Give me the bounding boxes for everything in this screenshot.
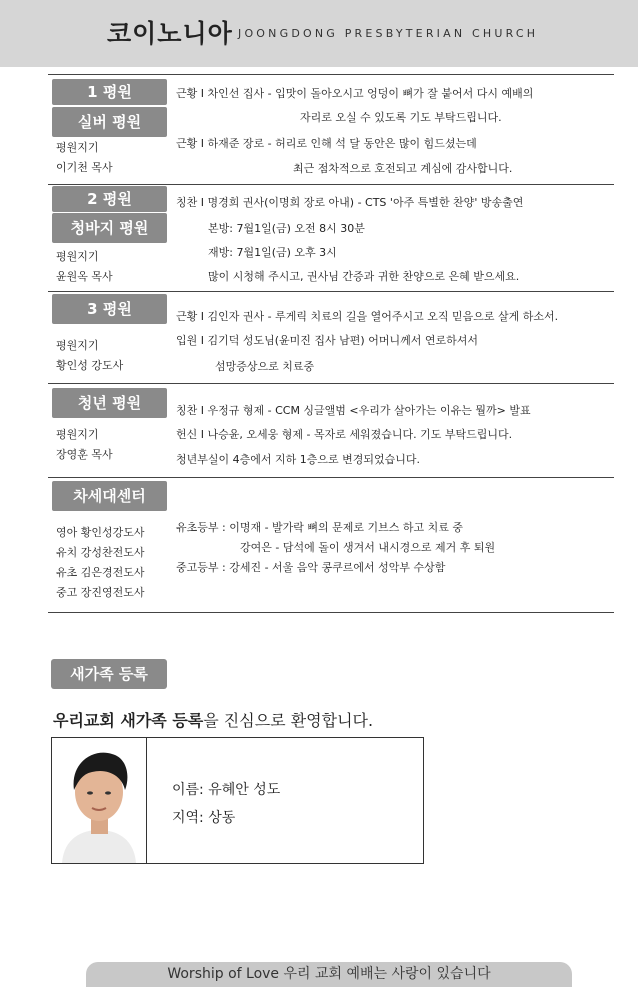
divider <box>48 477 614 478</box>
news-line: 입원 I 김기덕 성도님(윤미진 집사 남편) 어머니께서 연로하셔서 <box>176 334 478 347</box>
leader-role: 평원지기 <box>56 339 99 352</box>
section-leader-4 <box>56 425 113 465</box>
leader-line: 중고 장진영전도사 <box>56 586 145 599</box>
new-member-card <box>51 737 424 864</box>
leader-line: 유치 강성찬전도사 <box>56 546 145 559</box>
news-line: 최근 점차적으로 호전되고 계심에 감사합니다. <box>293 162 513 175</box>
welcome-text <box>53 708 373 731</box>
divider <box>48 612 614 613</box>
section-leader-1 <box>56 138 113 178</box>
news-line: 강여은 - 담석에 돌이 생겨서 내시경으로 제거 후 퇴원 <box>240 541 496 554</box>
footer-motto: Worship of Love 우리 교회 예배는 사랑이 있습니다 <box>86 962 572 987</box>
section-leader-3 <box>56 336 123 376</box>
news-line: 자리로 오실 수 있도록 기도 부탁드립니다. <box>300 111 502 124</box>
news-line: 많이 시청해 주시고, 권사님 간증과 귀한 찬양으로 은혜 받으세요. <box>208 270 520 283</box>
news-line: 청년부실이 4층에서 지하 1층으로 변경되었습니다. <box>176 453 420 466</box>
news-line: 근황 I 차인선 집사 - 입맛이 돌아오시고 엉덩이 뼈가 잘 붙어서 다시 예배의 <box>176 87 534 100</box>
section-tag-2: 2 평원 <box>52 186 167 212</box>
section-leader-2 <box>56 247 113 287</box>
leader-name: 이기천 목사 <box>56 161 113 174</box>
section-tag-jeans: 청바지 평원 <box>52 213 167 243</box>
news-line: 헌신 I 나승윤, 오세웅 형제 - 목자로 세워졌습니다. 기도 부탁드립니다. <box>176 428 513 441</box>
leader-name: 윤원옥 목사 <box>56 270 113 283</box>
member-region: 지역: 상동 <box>172 810 236 826</box>
section-tag-youth: 청년 평원 <box>52 388 167 418</box>
welcome-rest: 을 진심으로 환영합니다. <box>203 711 374 730</box>
leader-name: 장영훈 목사 <box>56 448 113 461</box>
page-title: 코이노니아 <box>107 19 233 48</box>
member-name: 이름: 유혜안 성도 <box>172 782 281 798</box>
news-line: 중고등부 : 강세진 - 서울 음악 콩쿠르에서 성악부 수상함 <box>176 561 446 574</box>
news-line: 근황 I 하재준 장로 - 허리로 인해 석 달 동안은 많이 힘드셨는데 <box>176 137 477 150</box>
divider <box>48 184 614 185</box>
portrait-image <box>52 738 147 863</box>
leader-role: 평원지기 <box>56 428 99 441</box>
header-banner <box>0 0 638 67</box>
church-name: JOONGDONG PRESBYTERIAN CHURCH <box>238 27 539 40</box>
section-leaders-5 <box>56 523 145 603</box>
section-tag-next-gen: 차세대센터 <box>52 481 167 511</box>
news-line: 재방: 7월1일(금) 오후 3시 <box>208 246 337 259</box>
section-tag-1: 1 평원 <box>52 79 167 105</box>
new-family-tag: 새가족 등록 <box>51 659 167 689</box>
divider <box>48 74 614 75</box>
section-tag-3: 3 평원 <box>52 294 167 324</box>
news-line: 유초등부 : 이명재 - 발가락 뼈의 문제로 기브스 하고 치료 중 <box>176 521 464 534</box>
news-line: 근황 I 김인자 권사 - 루게릭 치료의 길을 열어주시고 오직 믿음으로 살게 하소서. <box>176 310 559 323</box>
news-line: 본방: 7월1일(금) 오전 8시 30분 <box>208 222 365 235</box>
leader-line: 유초 김은경전도사 <box>56 566 145 579</box>
leader-role: 평원지기 <box>56 141 99 154</box>
news-line: 칭찬 I 명경희 권사(이명희 장로 아내) - CTS '아주 특별한 찬양' 방송출연 <box>176 196 524 209</box>
section-tag-silver: 실버 평원 <box>52 107 167 137</box>
member-photo <box>52 738 147 863</box>
leader-role: 평원지기 <box>56 250 99 263</box>
divider <box>48 383 614 384</box>
leader-name: 황인성 강도사 <box>56 359 124 372</box>
news-line: 칭찬 I 우정규 형제 - CCM 싱글앨범 <우리가 살아가는 이유는 뭘까> 발표 <box>176 404 531 417</box>
news-line: 섬망증상으로 치료중 <box>215 360 315 373</box>
leader-line: 영아 황인성강도사 <box>56 526 145 539</box>
divider <box>48 291 614 292</box>
welcome-bold: 우리교회 새가족 등록 <box>53 711 204 730</box>
